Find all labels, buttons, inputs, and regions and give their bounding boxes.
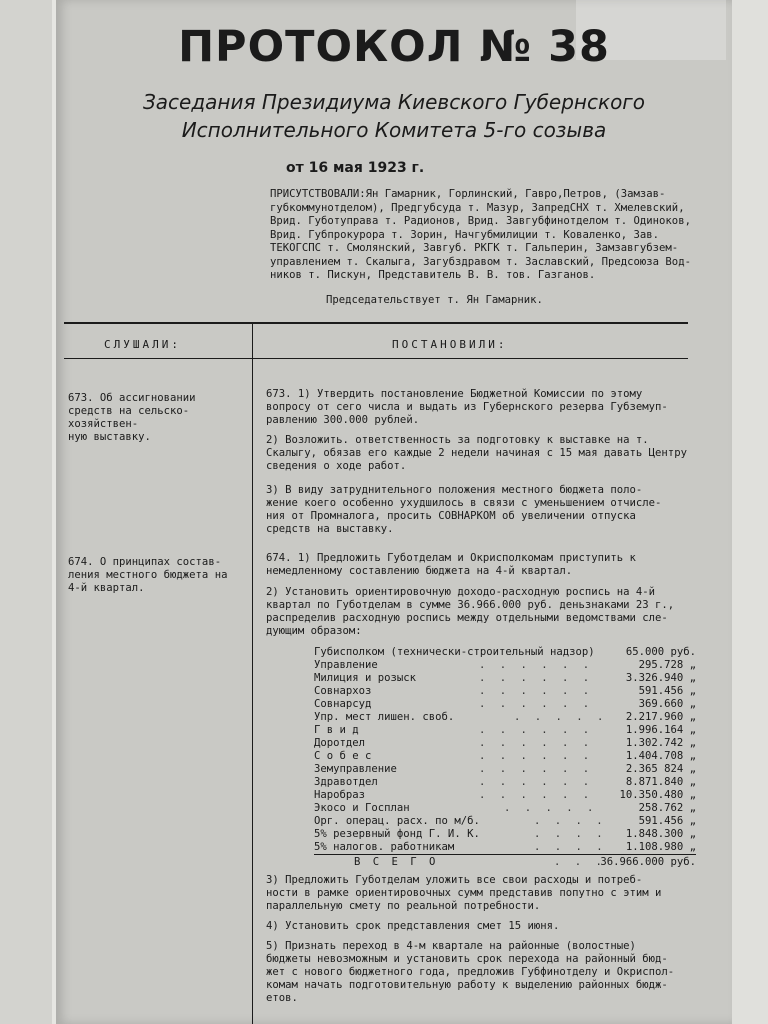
budget-amount: 3.326.940 „ (625, 672, 696, 684)
budget-row (314, 841, 696, 853)
resolution-674-4 (266, 920, 696, 933)
resolution-line: 4) Установить срок представления смет 15 июня. (266, 920, 560, 932)
resolution-673-3 (266, 484, 696, 536)
agenda-line: ную выставку. (68, 431, 151, 443)
budget-total-row (314, 856, 696, 868)
budget-dept: Совнархоз (314, 685, 372, 697)
column-header-heard: СЛУШАЛИ: (104, 338, 181, 351)
column-header-resolved: ПОСТАНОВИЛИ: (392, 338, 508, 351)
budget-amount: 1.404.708 „ (625, 750, 696, 762)
budget-row (314, 828, 696, 840)
budget-dept: Земуправление (314, 763, 397, 775)
resolution-673-1 (266, 388, 696, 427)
budget-amount: 591.456 „ (638, 815, 696, 827)
agenda-line: 4-й квартал. (68, 582, 145, 594)
resolution-line: 3) В виду затруднительного положения местного бюджета поло- (266, 484, 643, 496)
budget-dept: Милиция и розыск (314, 672, 417, 684)
budget-row (314, 646, 696, 658)
resolution-line: средств на выставку. (266, 523, 394, 535)
budget-amount: 369.660 „ (638, 698, 696, 710)
background-left (0, 0, 52, 1024)
budget-row (314, 789, 696, 801)
resolution-674-3 (266, 874, 696, 913)
budget-row (314, 724, 696, 736)
budget-row (314, 802, 696, 814)
resolution-line: жение коего особенно ухудшилось в связи с уменьшением отчисле- (266, 497, 662, 509)
budget-dept: 5% налогов. работникам (314, 841, 455, 853)
resolution-line: 674. 1) Предложить Губотделам и Окрисполкомам приступить к (266, 552, 636, 564)
budget-row (314, 750, 696, 762)
budget-row (314, 737, 696, 749)
budget-amount: 1.302.742 „ (625, 737, 696, 749)
budget-amount: 258.762 „ (638, 802, 696, 814)
resolution-line: ния от Промналога, просить СОВНАРКОМ об увеличении отпуска (266, 510, 636, 522)
budget-leader-dots: . . . . . . (479, 724, 594, 736)
budget-dept: Г в и д (314, 724, 359, 736)
budget-amount: 2.365 824 „ (625, 763, 696, 775)
budget-amount: 1.996.164 „ (625, 724, 696, 736)
budget-leader-dots: . . . . (534, 828, 607, 840)
budget-leader-dots: . . . . . . (479, 698, 594, 710)
budget-dept: Совнарсуд (314, 698, 372, 710)
budget-row (314, 698, 696, 710)
background-right (728, 0, 768, 1024)
table-header-rule (64, 358, 688, 359)
budget-leader-dots: . . . . . . (479, 763, 594, 775)
resolution-line: 5) Признать переход в 4-м квартале на районные (волостные) (266, 940, 636, 952)
resolution-line: бюджеты невозможным и установить срок перехода на районный бюд- (266, 953, 668, 965)
budget-leader-dots: . . . . . (514, 711, 608, 723)
resolution-line: немедленному составлению бюджета на 4-й квартал. (266, 565, 573, 577)
document-subtitle-line2: Исполнительного Комитета 5-го созыва (181, 118, 607, 142)
budget-amount: 8.871.840 „ (625, 776, 696, 788)
budget-amount: 10.350.480 „ (619, 789, 696, 801)
attendees-line: ПРИСУТСТВОВАЛИ:Ян Гамарник, Горлинский, Гавро,Петров, (Замзав- (270, 188, 666, 200)
resolution-line: 673. 1) Утвердить постановление Бюджетной Комиссии по этому (266, 388, 643, 400)
budget-amount: 1.108.980 „ (625, 841, 696, 853)
document-subtitle-line1: Заседания Президиума Киевского Губернского (142, 90, 646, 114)
agenda-line: 673. Об ассигновании (68, 392, 196, 404)
budget-dept: Губисполком (технически-строительный надзор) (314, 646, 595, 658)
budget-total-label: В С Е Г О (354, 856, 439, 868)
budget-leader-dots: . . . . . . (479, 737, 594, 749)
budget-leader-dots: . . . . . . (479, 776, 594, 788)
budget-leader-dots: . . . . . (504, 802, 598, 814)
resolution-line: 2) Установить ориентировочную доходо-расходную роспись на 4-й (266, 586, 656, 598)
table-top-rule (64, 322, 688, 324)
budget-leader-dots: . . . (554, 856, 606, 868)
attendees-line: Врид. Губотуправа т. Радионов, Врид. Завгубфинотделом т. Одиноков, (270, 215, 691, 227)
attendees-block (270, 188, 698, 283)
budget-row (314, 659, 696, 671)
resolution-line: распределив расходную роспись между отдельными ведомствами сле- (266, 612, 668, 624)
agenda-item-674 (68, 556, 246, 595)
resolution-line: 2) Возложить. ответственность за подготовку к выставке на т. (266, 434, 649, 446)
budget-dept: Доротдел (314, 737, 366, 749)
budget-leader-dots: . . . . (534, 815, 607, 827)
budget-dept: Здравотдел (314, 776, 378, 788)
resolution-line: дующим образом: (266, 625, 362, 637)
document-date: от 16 мая 1923 г. (286, 160, 425, 176)
attendees-line: губкоммунотделом), Предгубсуда т. Мазур, ЗапредСНХ т. Хмелевский, (270, 201, 685, 214)
budget-dept: Упр. мест лишен. своб. (314, 711, 455, 723)
budget-dept: Экосо и Госплан (314, 802, 410, 814)
document-title: ПРОТОКОЛ № 38 (178, 22, 610, 72)
budget-row (314, 711, 696, 723)
resolution-674-1 (266, 552, 696, 578)
resolution-line: квартал по Губотделам в сумме 36.966.000 руб. деньзнаками 23 г., (266, 599, 675, 611)
budget-row (314, 776, 696, 788)
budget-row (314, 685, 696, 697)
attendees-line: управлением т. Скалыга, Загубздравом т. Заславский, Предсоюза Вод- (270, 255, 691, 268)
resolution-673-2 (266, 434, 696, 473)
agenda-line: ления местного бюджета на (68, 569, 228, 581)
attendees-line: ников т. Пискун, Представитель В. В. тов. Газганов. (270, 269, 596, 281)
attendees-line: Врид. Губпрокурора т. Зорин, Начгубмилиции т. Коваленко, Зав. (270, 228, 660, 241)
resolution-line: жет с нового бюджетного года, предложив Губфинотделу и Окриспол- (266, 966, 675, 978)
budget-amount: 591.456 „ (638, 685, 696, 697)
budget-total-rule (314, 854, 696, 855)
document-sheet (56, 0, 732, 1024)
resolution-line: ности в рамке ориентировочных сумм представив попутно с этим и (266, 887, 662, 899)
budget-dept: Наробраз (314, 789, 366, 801)
resolution-line: етов. (266, 992, 298, 1004)
resolution-line: сведения о ходе работ. (266, 460, 407, 472)
budget-dept: 5% резервный фонд Г. И. К. (314, 828, 480, 840)
resolution-line: Скалыгу, обязав его каждые 2 недели начиная с 15 мая давать Центру (266, 447, 687, 459)
chairman-line: Председательствует т. Ян Гамарник. (326, 294, 543, 306)
resolution-674-5 (266, 940, 696, 1005)
resolution-674-2 (266, 586, 696, 638)
budget-dept: Управление (314, 659, 378, 671)
budget-leader-dots: . . . . . . (479, 685, 594, 697)
budget-total-amount: 36.966.000 руб. (600, 856, 696, 868)
budget-amount: 2.217.960 „ (625, 711, 696, 723)
resolution-line: комам начать подготовительную работу к выделению районных бюдж- (266, 979, 668, 991)
budget-row (314, 763, 696, 775)
budget-leader-dots: . . . . . . (479, 750, 594, 762)
resolution-line: 3) Предложить Губотделам уложить все свои расходы и потреб- (266, 874, 643, 886)
resolution-line: параллельную смету по реальной потребности. (266, 900, 541, 912)
budget-leader-dots: . . . . . . (479, 789, 594, 801)
budget-leader-dots: . . . . . . (479, 672, 594, 684)
column-divider (252, 324, 253, 1024)
resolution-line: равлению 300.000 рублей. (266, 414, 420, 426)
budget-row (314, 672, 696, 684)
agenda-item-673 (68, 392, 246, 444)
agenda-line: средств на сельско-хозяйствен- (68, 405, 190, 430)
budget-leader-dots: . . . . . . (479, 659, 594, 671)
budget-dept: С о б е с (314, 750, 372, 762)
budget-amount: 1.848.300 „ (625, 828, 696, 840)
budget-dept: Орг. операц. расх. по м/б. (314, 815, 480, 827)
budget-amount: 295.728 „ (638, 659, 696, 671)
budget-amount: 65.000 руб. (625, 646, 696, 658)
resolution-line: вопросу от сего числа и выдать из Губернского резерва Губземуп- (266, 401, 668, 413)
budget-leader-dots: . . . . (534, 841, 607, 853)
budget-row (314, 815, 696, 827)
agenda-line: 674. О принципах состав- (68, 556, 222, 568)
attendees-line: ТЕКОГСПС т. Смолянский, Завгуб. РКГК т. Гальперин, Замзавгубзем- (270, 242, 679, 254)
